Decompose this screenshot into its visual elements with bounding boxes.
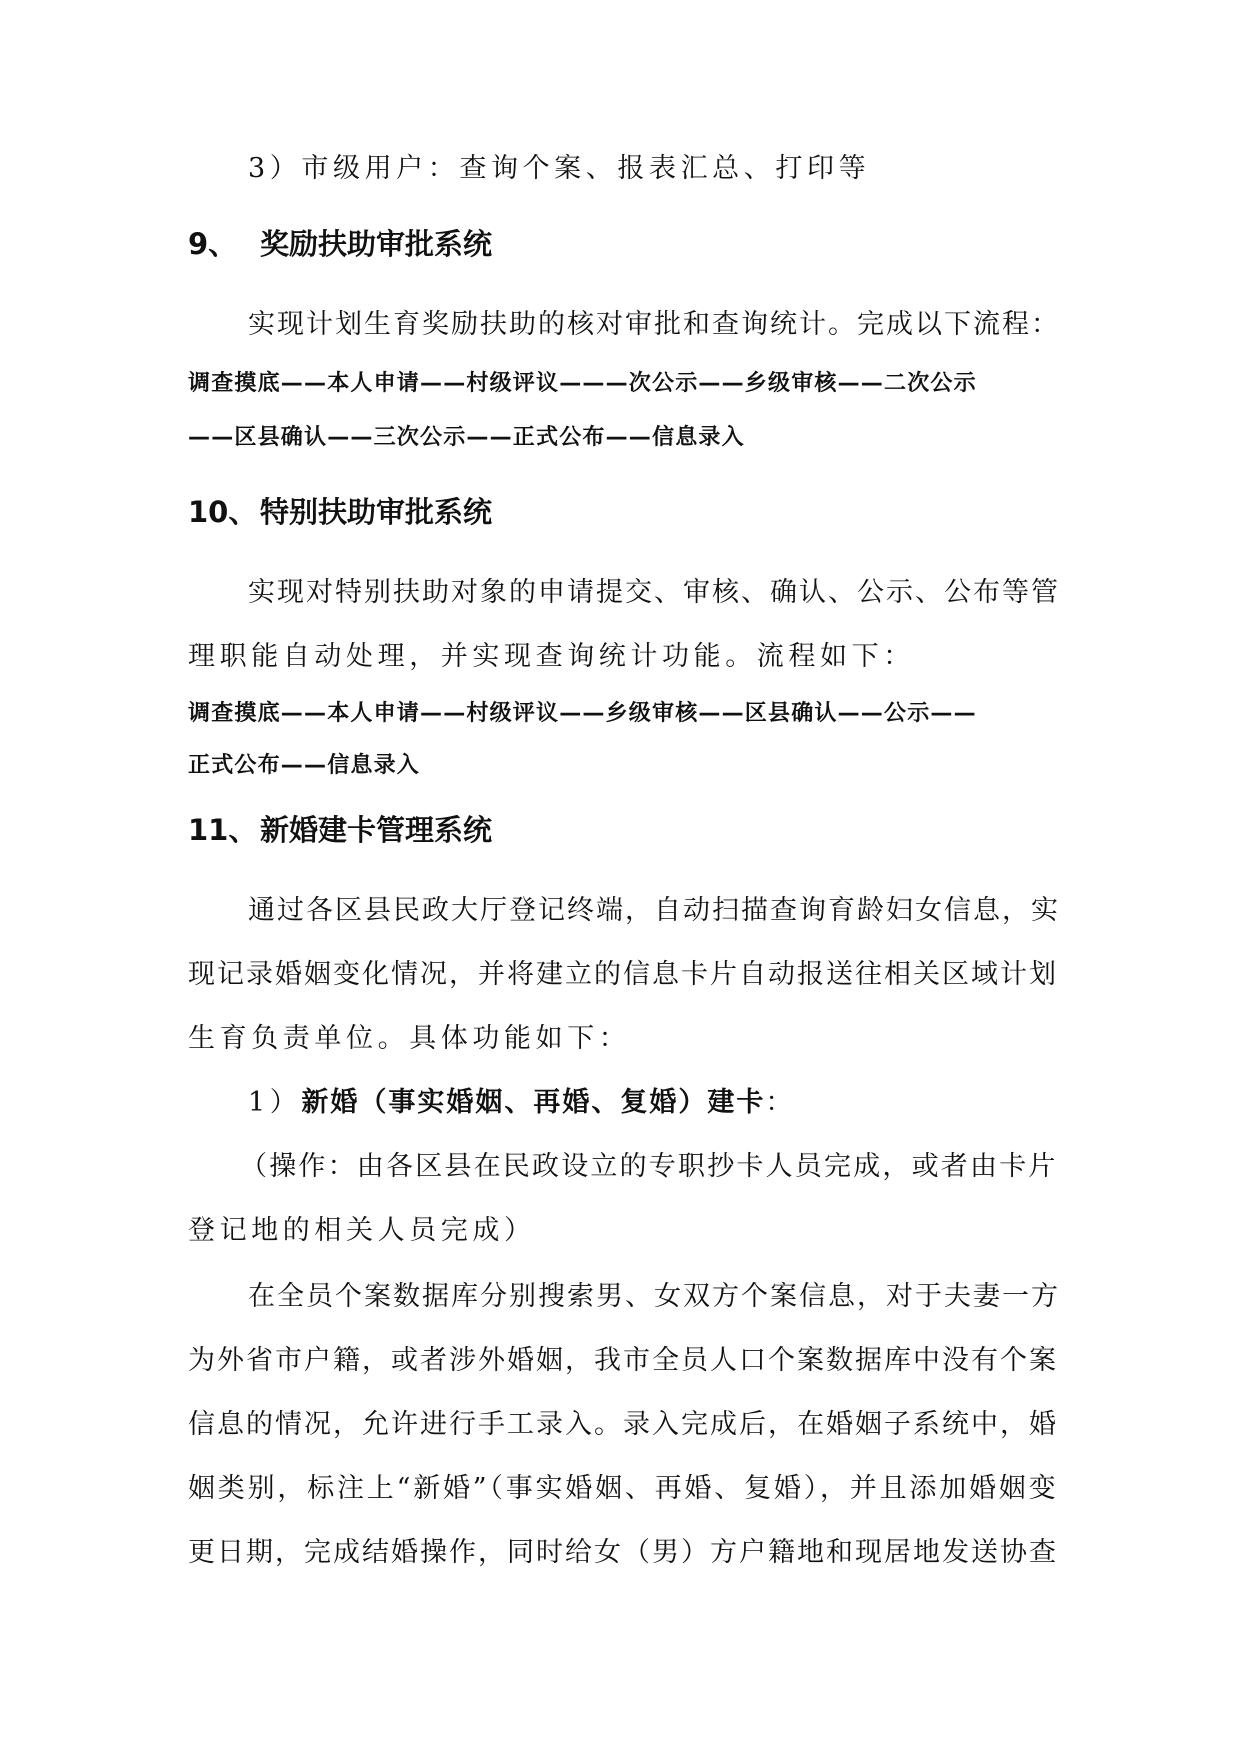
paragraph-line: 为外省市户籍，或者涉外婚姻，我市全员人口个案数据库中没有个案 <box>188 1345 1058 1376</box>
section-number: 11、 <box>188 813 258 847</box>
list-item-new-marriage <box>248 1080 797 1119</box>
paragraph-line: 生育负责单位。具体功能如下： <box>188 1023 631 1054</box>
paragraph-line: 信息的情况，允许进行手工录入。录入完成后，在婚姻子系统中，婚 <box>188 1409 1058 1440</box>
paragraph-line: 实现计划生育奖励扶助的核对审批和查询统计。完成以下流程： <box>248 309 1060 340</box>
section-number: 10、 <box>188 495 258 529</box>
flow-line: 调查摸底——本人申请——村级评议———次公示——乡级审核——二次公示 <box>188 371 977 396</box>
paragraph-line: 更日期，完成结婚操作，同时给女（男）方户籍地和现居地发送协查 <box>188 1537 1058 1568</box>
section-number: 9、 <box>188 227 238 261</box>
flow-line: 正式公布——信息录入 <box>188 753 421 778</box>
list-item-title: 新婚（事实婚姻、再婚、复婚）建卡 <box>301 1087 766 1118</box>
paragraph-line: 现记录婚姻变化情况，并将建立的信息卡片自动报送往相关区域计划 <box>188 959 1058 990</box>
paragraph-line: （操作：由各区县在民政设立的专职抄卡人员完成，或者由卡片 <box>240 1151 1058 1182</box>
paragraph-line: 登记地的相关人员完成） <box>188 1215 536 1246</box>
section-heading-11 <box>188 808 492 849</box>
paragraph-line: 姻类别，标注上“新婚”（事实婚姻、再婚、复婚），并且添加婚姻变 <box>188 1473 1059 1504</box>
section-heading-9 <box>188 222 492 263</box>
section-title: 新婚建卡管理系统 <box>260 813 493 847</box>
paragraph-line: 理职能自动处理，并实现查询统计功能。流程如下： <box>188 641 915 672</box>
section-title: 特别扶助审批系统 <box>260 495 493 529</box>
flow-line: 调查摸底——本人申请——村级评议——乡级审核——区县确认——公示—— <box>188 701 977 726</box>
paragraph-line: 通过各区县民政大厅登记终端，自动扫描查询育龄妇女信息，实 <box>248 895 1060 926</box>
list-item-city-user: 3）市级用户：查询个案、报表汇总、打印等 <box>248 153 871 184</box>
paragraph-line: 在全员个案数据库分别搜索男、女双方个案信息，对于夫妻一方 <box>248 1281 1060 1312</box>
list-item-number: 1） <box>248 1087 302 1118</box>
paragraph-line: 实现对特别扶助对象的申请提交、审核、确认、公示、公布等管 <box>248 577 1060 608</box>
list-item-colon: ： <box>765 1087 797 1118</box>
section-title: 奖励扶助审批系统 <box>260 227 493 261</box>
section-heading-10 <box>188 490 492 531</box>
flow-line: ——区县确认——三次公示——正式公布——信息录入 <box>188 425 745 450</box>
